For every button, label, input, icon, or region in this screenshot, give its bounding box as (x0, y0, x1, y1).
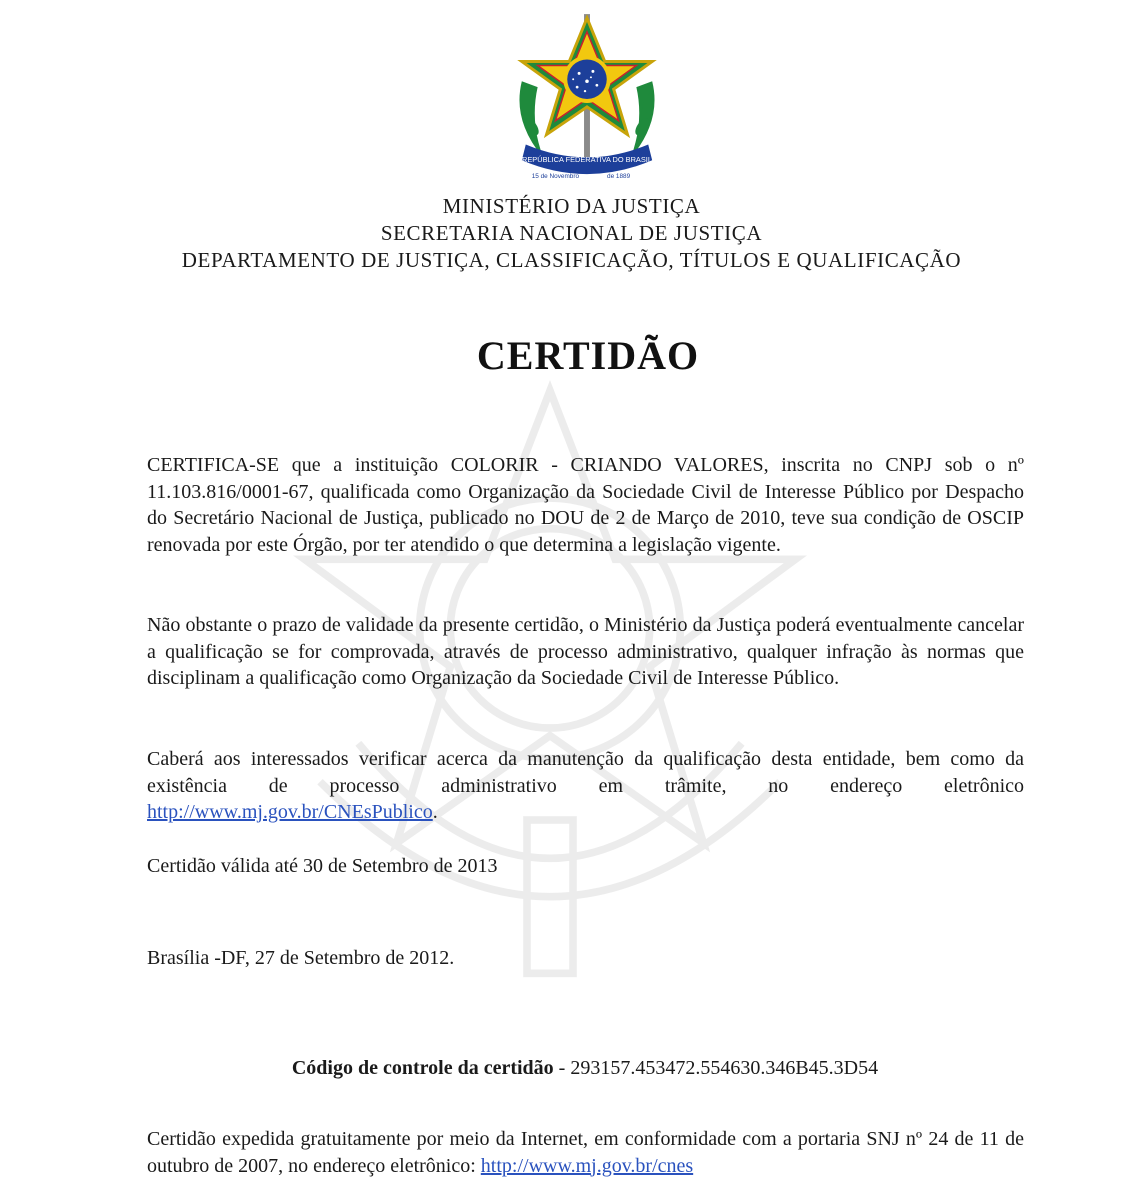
paragraph-notice: Não obstante o prazo de validade da presente certidão, o Ministério da Justiça poderá eventualmente cancelar a qualificação se for comprovada, através de processo administrativo, qualquer infração às normas que disciplinam a qualificação como Organização da Sociedade Civil de Interesse Público. (147, 614, 1024, 689)
paragraph-verification (147, 746, 1024, 826)
ribbon-date-right: de 1889 (607, 173, 631, 181)
ribbon-text: REPÚBLICA FEDERATIVA DO BRASIL (522, 155, 652, 165)
header-department: DEPARTAMENTO DE JUSTIÇA, CLASSIFICAÇÃO, TÍTULOS E QUALIFICAÇÃO (181, 248, 962, 272)
control-code-label: Código de controle da certidão (291, 1057, 554, 1079)
cnes-link[interactable]: http://www.mj.gov.br/cnes (480, 1154, 694, 1177)
paragraph-footer (147, 1126, 1024, 1179)
control-code-separator: - (553, 1057, 571, 1079)
document-header (0, 193, 1143, 274)
paragraph-footer-text: Certidão expedida gratuitamente por meio da Internet, em conformidade com a portaria SNJ nº 24 de 11 de outubro de 2007, no endereço eletrônico: (147, 1128, 1024, 1177)
control-code (0, 1057, 1143, 1080)
coat-of-arms-emblem (508, 12, 666, 190)
cnes-publico-link[interactable]: http://www.mj.gov.br/CNEsPublico (147, 801, 433, 823)
place-date-text: Brasília -DF, 27 de Setembro de 2012. (147, 947, 455, 969)
header-secretariat: SECRETARIA NACIONAL DE JUSTIÇA (380, 221, 763, 245)
header-ministry: MINISTÉRIO DA JUSTIÇA (442, 194, 701, 218)
control-code-value: 293157.453472.554630.346B45.3D54 (570, 1057, 879, 1079)
paragraph-verification-end: . (432, 801, 438, 823)
ribbon-date-left: 15 de Novembro (531, 173, 580, 181)
validity-text: Certidão válida até 30 de Setembro de 2013 (147, 855, 498, 877)
paragraph-verification-text: Caberá aos interessados verificar acerca da manutenção da qualificação desta entidade, bem como da existência de processo administrativo em trâmite, no endereço eletrônico (147, 748, 1024, 797)
page-title: CERTIDÃO (476, 333, 700, 378)
paragraph-certification: CERTIFICA-SE que a instituição COLORIR - CRIANDO VALORES, inscrita no CNPJ sob o nº 11.103.816/0001-67, qualificada como Organização da Sociedade Civil de Interesse Público por Despacho do Secretário Nacional de Justiça, publicado no DOU de 2 de Março de 2010, teve sua condição de OSCIP renovada por este Órgão, por ter atendido o que determina a legislação vigente. (147, 454, 1024, 556)
